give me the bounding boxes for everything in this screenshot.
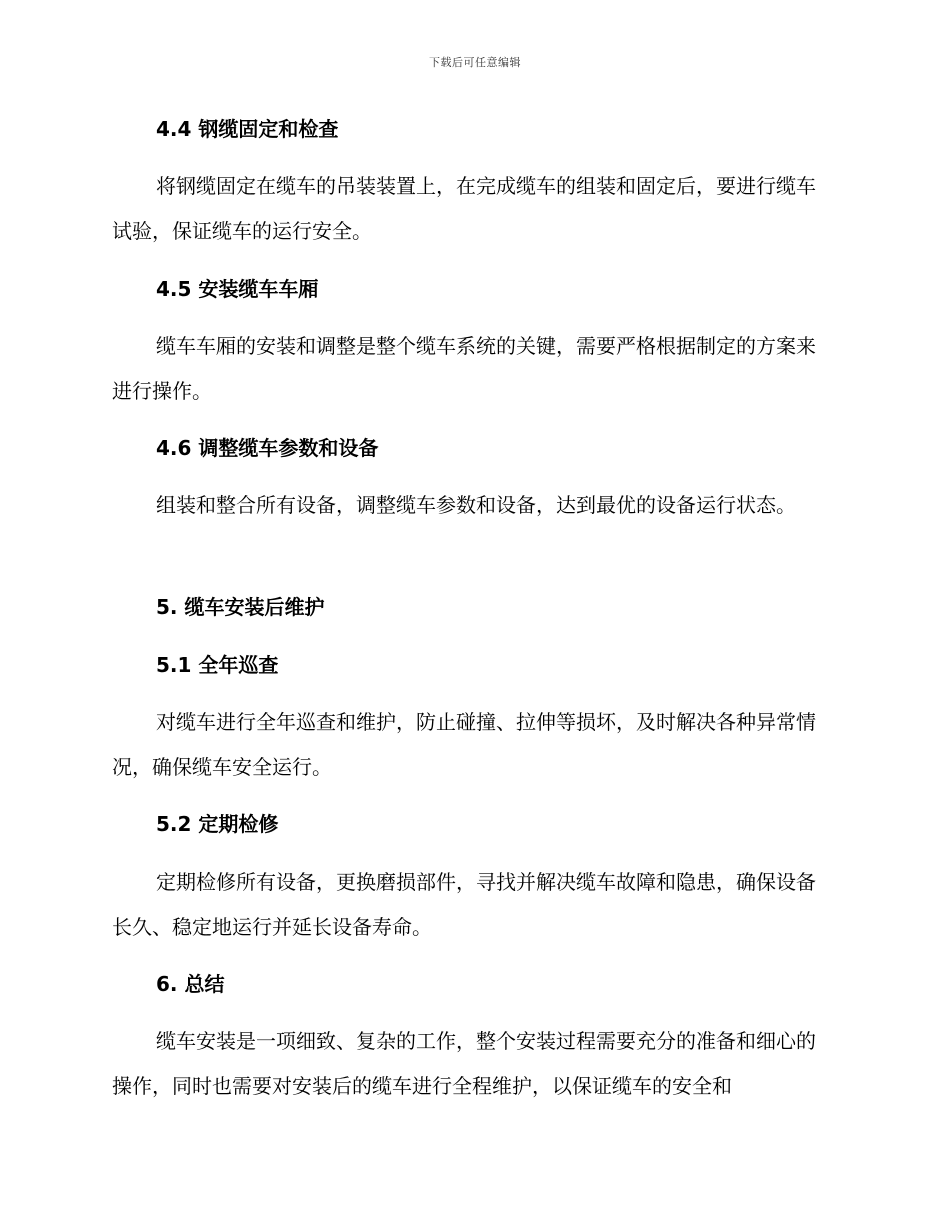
- paragraph-5-2: 定期检修所有设备，更换磨损部件，寻找并解决缆车故障和隐患，确保设备长久、稳定地运行并延长设备寿命。: [112, 870, 816, 939]
- paragraph-4-6: 组装和整合所有设备，调整缆车参数和设备，达到最优的设备运行状态。: [156, 493, 796, 517]
- paragraph-6: 缆车安装是一项细致、复杂的工作，整个安装过程需要充分的准备和细心的操作，同时也需要对安装后的缆车进行全程维护，以保证缆车的安全和: [112, 1029, 816, 1098]
- heading-4-6: 4.6 调整缆车参数和设备: [156, 436, 379, 460]
- heading-5-1: 5.1 全年巡查: [156, 653, 279, 677]
- heading-4-4: 4.4 钢缆固定和检查: [156, 117, 339, 141]
- heading-5-2: 5.2 定期检修: [156, 812, 279, 836]
- paragraph-4-5: 缆车车厢的安装和调整是整个缆车系统的关键，需要严格根据制定的方案来进行操作。: [112, 334, 816, 403]
- header-note: 下载后可任意编辑: [429, 56, 521, 69]
- paragraph-5-1: 对缆车进行全年巡查和维护，防止碰撞、拉伸等损坏，及时解决各种异常情况，确保缆车安全运行。: [112, 710, 816, 779]
- heading-4-5: 4.5 安装缆车车厢: [156, 277, 319, 301]
- heading-5: 5. 缆车安装后维护: [156, 595, 325, 619]
- paragraph-4-4: 将钢缆固定在缆车的吊装装置上，在完成缆车的组装和固定后，要进行缆车试验，保证缆车的运行安全。: [112, 174, 816, 243]
- heading-6: 6. 总结: [156, 972, 225, 996]
